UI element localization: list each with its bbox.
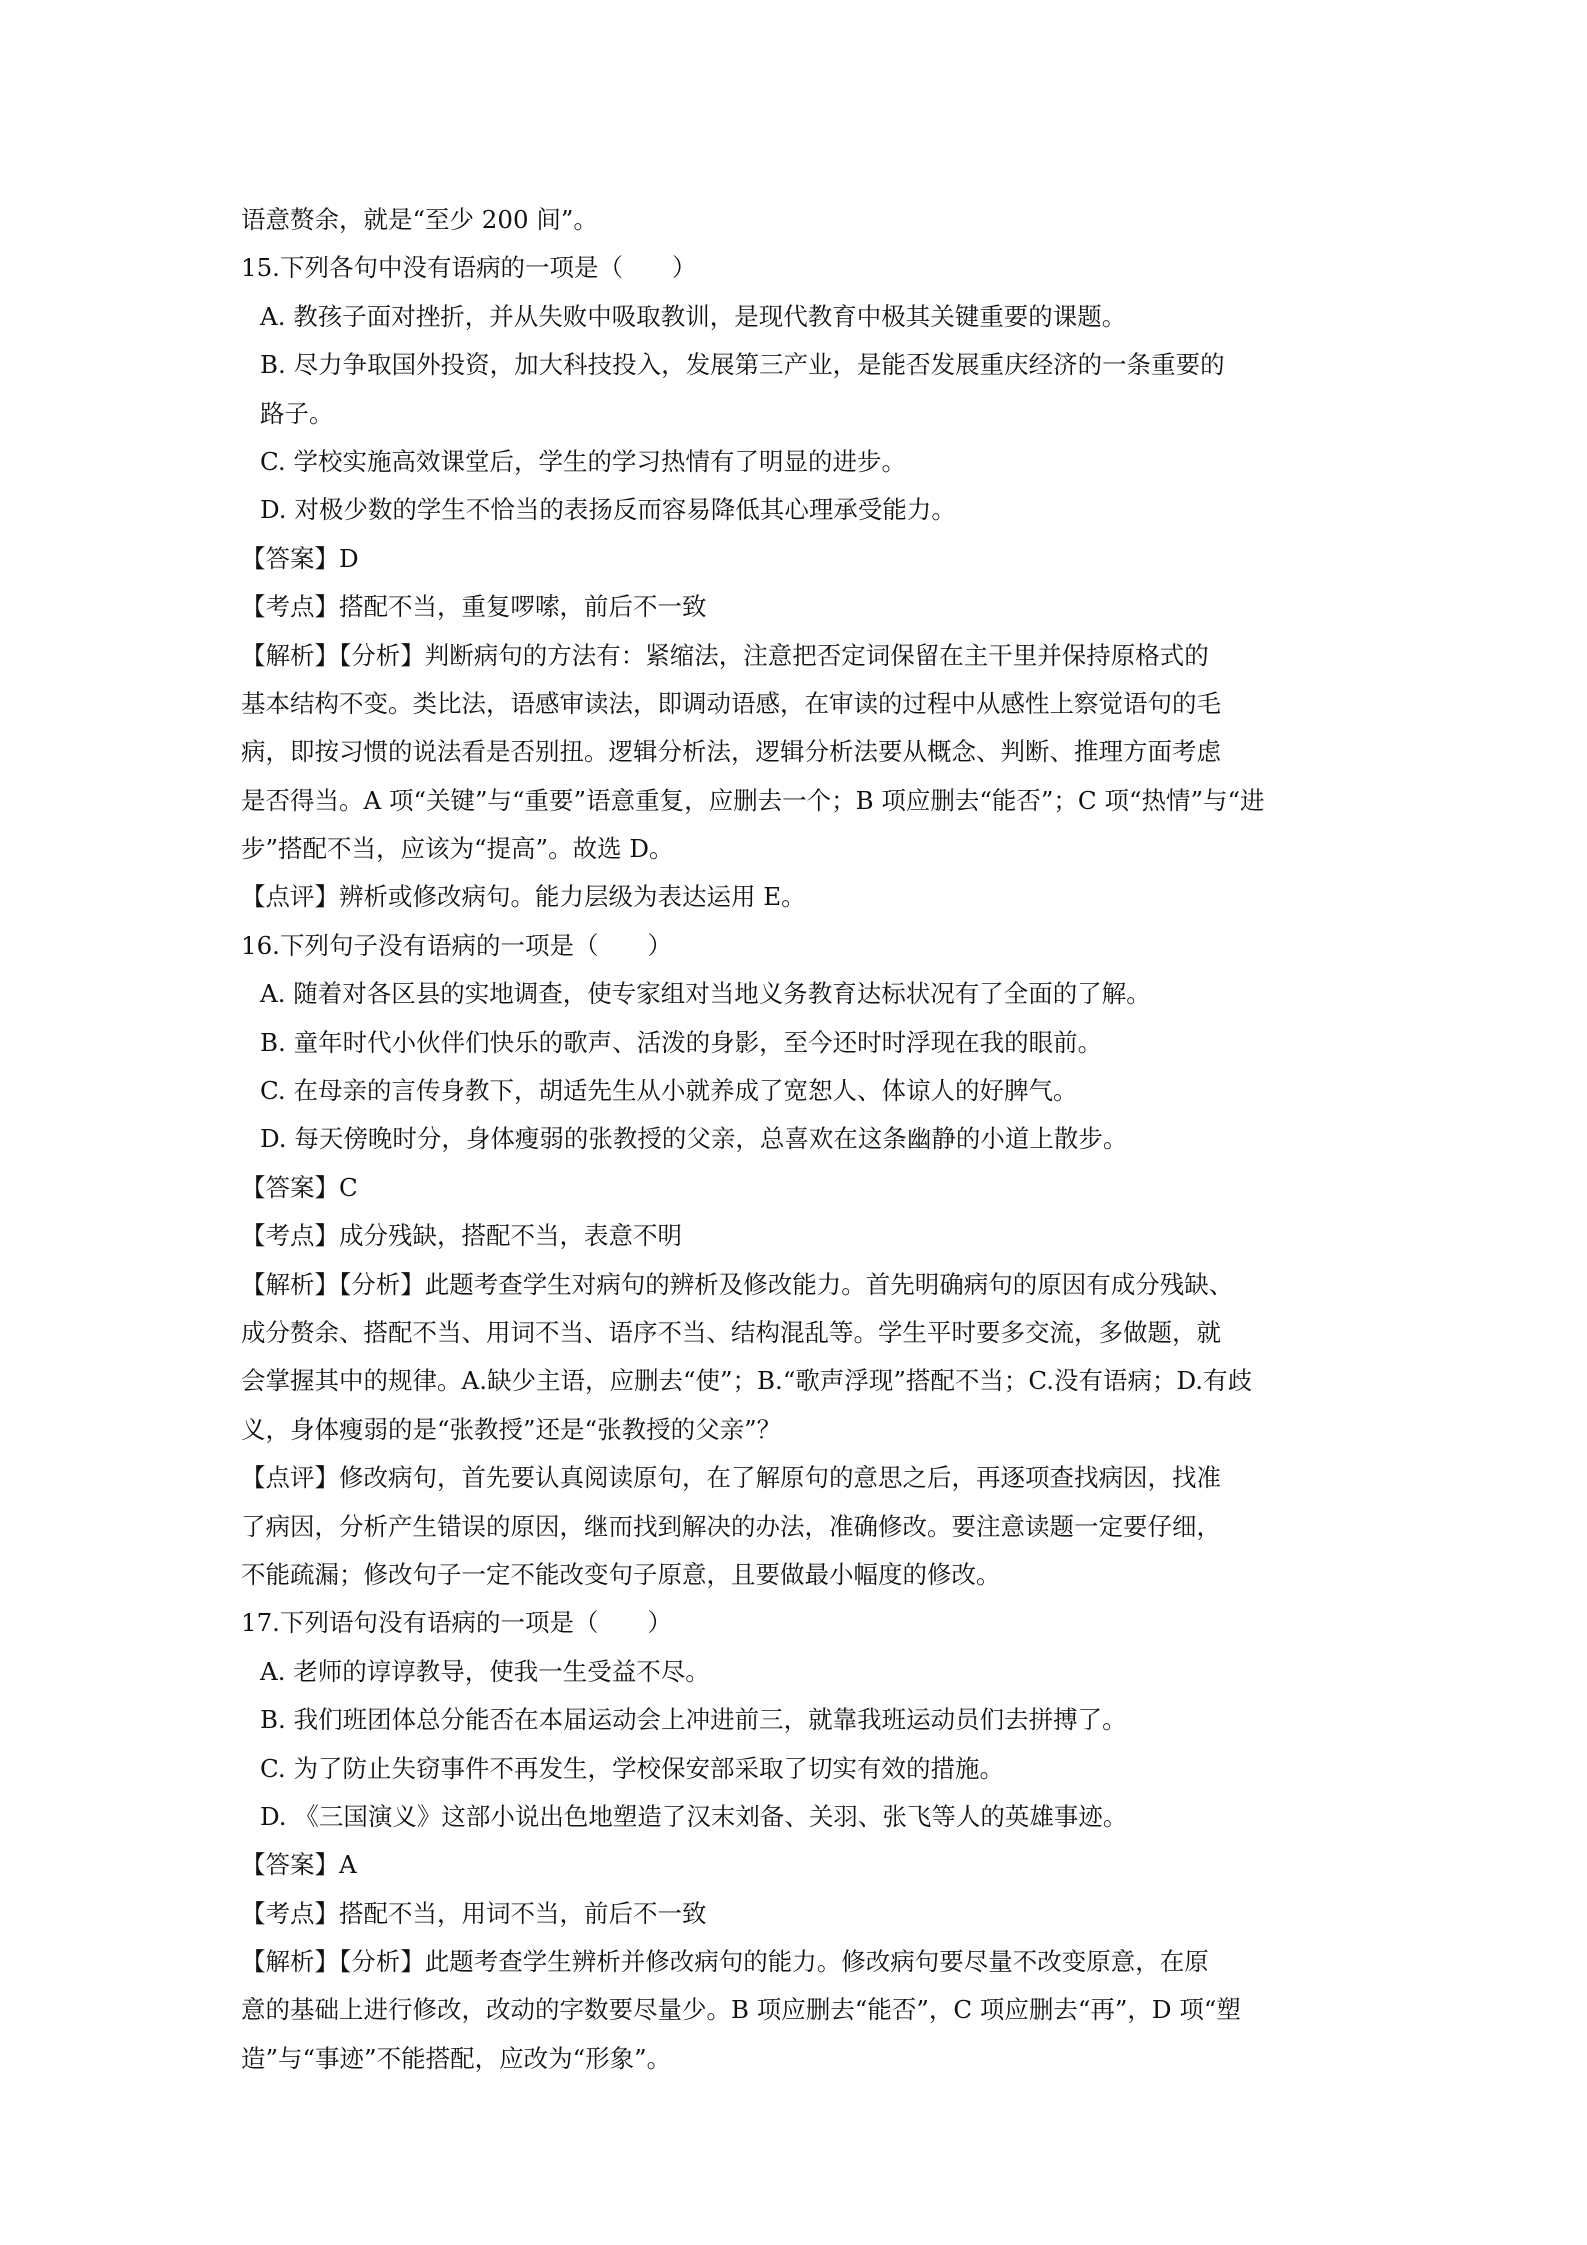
question-15-option-a: A. 教孩子面对挫折，并从失败中吸取教训，是现代教育中极其关键重要的课题。	[260, 301, 1127, 331]
question-16-answer: 【答案】C	[241, 1172, 358, 1202]
text-line: 语意赘余，就是“至少 200 间”。	[241, 205, 598, 234]
question-17-analysis-line: 意的基础上进行修改，改动的字数要尽量少。B 项应删去“能否”，C 项应删去“再”，D 项“塑	[241, 1995, 1241, 2025]
question-17-option-d: D. 《三国演义》这部小说出色地塑造了汉末刘备、关羽、张飞等人的英雄事迹。	[260, 1801, 1128, 1831]
question-17-option-a: A. 老师的谆谆教导，使我一生受益不尽。	[260, 1656, 710, 1686]
question-16-option-a: A. 随着对各区县的实地调查，使专家组对当地义务教育达标状况有了全面的了解。	[260, 979, 1151, 1009]
question-15-analysis: 【解析】【分析】判断病句的方法有：紧缩法，注意把否定词保留在主干里并保持原格式的	[241, 640, 1209, 670]
question-16-analysis-line: 义，身体瘦弱的是“张教授”还是“张教授的父亲”？	[241, 1414, 782, 1444]
question-16-stem: 16.下列句子没有语病的一项是（ ）	[241, 930, 672, 960]
question-15-option-b-continued: 路子。	[260, 398, 334, 428]
question-15-analysis-line: 基本结构不变。类比法，语感审读法，即调动语感，在审读的过程中从感性上察觉语句的毛	[241, 688, 1221, 718]
question-15-option-d: D. 对极少数的学生不恰当的表扬反而容易降低其心理承受能力。	[260, 495, 956, 525]
question-16-analysis: 【解析】【分析】此题考查学生对病句的辨析及修改能力。首先明确病句的原因有成分残缺、	[241, 1269, 1234, 1299]
question-15-comment: 【点评】辨析或修改病句。能力层级为表达运用 E。	[241, 882, 806, 912]
question-16-topic: 【考点】成分残缺，搭配不当，表意不明	[241, 1221, 682, 1251]
question-16-analysis-line: 成分赘余、搭配不当、用词不当、语序不当、结构混乱等。学生平时要多交流，多做题，就	[241, 1317, 1221, 1347]
question-16-option-d: D. 每天傍晚时分，身体瘦弱的张教授的父亲，总喜欢在这条幽静的小道上散步。	[260, 1124, 1128, 1154]
document-body	[241, 196, 1353, 2083]
question-16-comment: 【点评】修改病句，首先要认真阅读原句，在了解原句的意思之后，再逐项查找病因，找准	[241, 1463, 1221, 1493]
question-17-option-c: C. 为了防止失窃事件不再发生，学校保安部采取了切实有效的措施。	[260, 1753, 1004, 1783]
question-17-stem: 17.下列语句没有语病的一项是（ ）	[241, 1608, 672, 1638]
question-17-answer: 【答案】A	[241, 1850, 357, 1880]
question-15-analysis-line: 是否得当。A 项“关键”与“重要”语意重复，应删去一个；B 项应删去“能否”；C 项“热情”与“进	[241, 785, 1265, 815]
question-15-topic: 【考点】搭配不当，重复啰嗦，前后不一致	[241, 592, 707, 622]
question-15-analysis-line: 病，即按习惯的说法看是否别扭。逻辑分析法，逻辑分析法要从概念、判断、推理方面考虑	[241, 737, 1221, 767]
question-16-analysis-line: 会掌握其中的规律。A.缺少主语，应删去“使”；B.“歌声浮现”搭配不当；C.没有语病；D.有歧	[241, 1366, 1253, 1396]
question-16-option-b: B. 童年时代小伙伴们快乐的歌声、活泼的身影，至今还时时浮现在我的眼前。	[260, 1027, 1103, 1057]
question-17-option-b: B. 我们班团体总分能否在本届运动会上冲进前三，就靠我班运动员们去拼搏了。	[260, 1705, 1127, 1735]
question-16-comment-line: 了病因，分析产生错误的原因，继而找到解决的办法，准确修改。要注意读题一定要仔细，	[241, 1511, 1221, 1541]
question-15-stem: 15.下列各句中没有语病的一项是（ ）	[241, 253, 697, 283]
question-16-comment-line: 不能疏漏；修改句子一定不能改变句子原意，且要做最小幅度的修改。	[241, 1559, 1001, 1589]
question-15-analysis-line: 步”搭配不当，应该为“提高”。故选 D。	[241, 834, 674, 864]
question-15-option-b: B. 尽力争取国外投资，加大科技投入，发展第三产业，是能否发展重庆经济的一条重要的	[260, 350, 1225, 380]
question-15-answer: 【答案】D	[241, 543, 359, 573]
question-15-option-c: C. 学校实施高效课堂后，学生的学习热情有了明显的进步。	[260, 446, 906, 476]
question-17-analysis: 【解析】【分析】此题考查学生辨析并修改病句的能力。修改病句要尽量不改变原意，在原	[241, 1947, 1209, 1977]
question-17-topic: 【考点】搭配不当，用词不当，前后不一致	[241, 1898, 707, 1928]
question-16-option-c: C. 在母亲的言传身教下，胡适先生从小就养成了宽恕人、体谅人的好脾气。	[260, 1076, 1078, 1106]
question-17-analysis-line: 造”与“事迹”不能搭配，应改为“形象”。	[241, 2043, 672, 2073]
